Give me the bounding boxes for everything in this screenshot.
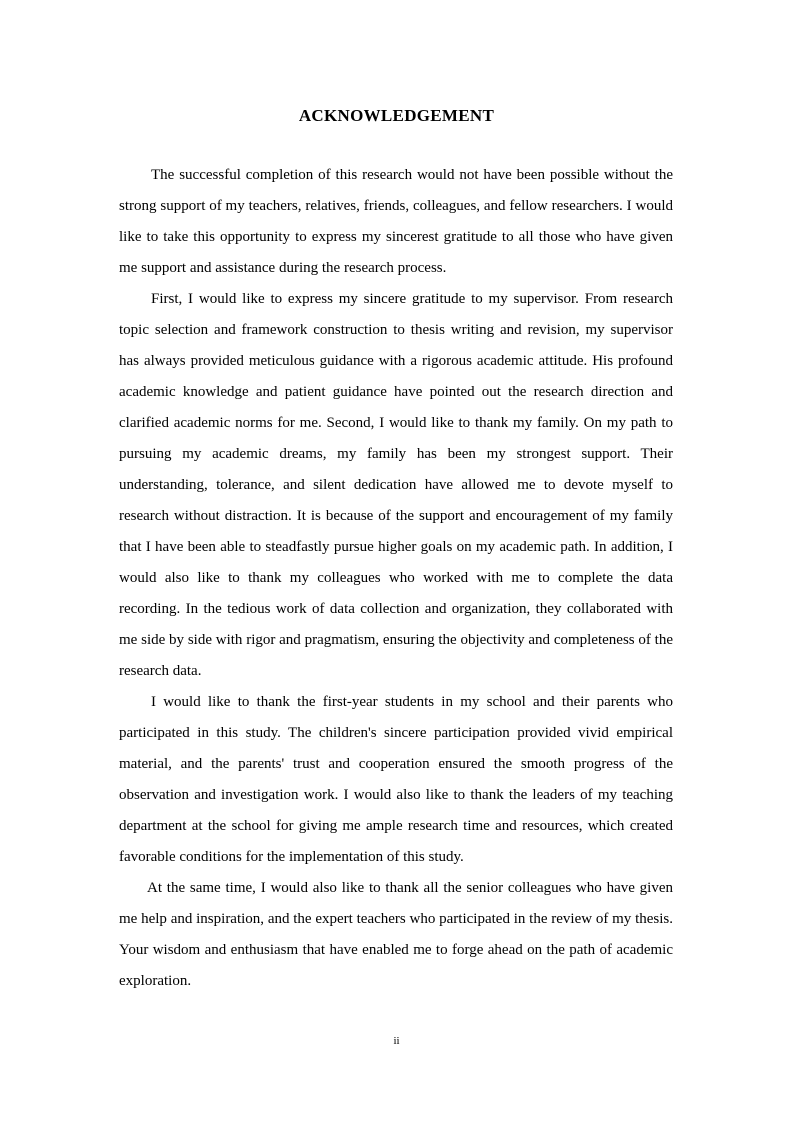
paragraph-intro: The successful completion of this research would not have been possible without the strong support of my teachers, relatives, friends, colleagues, and fellow researchers. I would like to take this opportunity to express my sincerest gratitude to all those who have given me support and assistance during the research process. [119, 167, 673, 276]
paragraph-students-parents: I would like to thank the first-year students in my school and their parents who participated in this study. The children's sincere participation provided vivid empirical material, and the parents' trust and cooperation ensured the smooth progress of the observation and investigation work. I would also like to thank the leaders of my teaching department at the school for giving me ample research time and resources, which created favorable conditions for the implementation of this study. [119, 694, 673, 865]
page-number: ii [393, 1035, 400, 1047]
page-title: ACKNOWLEDGEMENT [298, 106, 495, 125]
paragraph-senior-colleagues: At the same time, I would also like to thank all the senior colleagues who have given me help and inspiration, and the expert teachers who participated in the review of my thesis. Your wisdom and enthusiasm that have enabled me to forge ahead on the path of academic exploration. [119, 880, 673, 989]
acknowledgement-body [119, 160, 673, 997]
paragraph-supervisor-family-colleagues: First, I would like to express my sincere gratitude to my supervisor. From research topic selection and framework construction to thesis writing and revision, my supervisor has always provided meticulous guidance with a rigorous academic attitude. His profound academic knowledge and patient guidance have pointed out the research direction and clarified academic norms for me. Second, I would like to thank my family. On my path to pursuing my academic dreams, my family has been my strongest support. Their understanding, tolerance, and silent dedication have allowed me to devote myself to research without distraction. It is because of the support and encouragement of my family that I have been able to steadfastly pursue higher goals on my academic path. In addition, I would also like to thank my colleagues who worked with me to complete the data recording. In the tedious work of data collection and organization, they collaborated with me side by side with rigor and pragmatism, ensuring the objectivity and completeness of the research data. [119, 291, 673, 679]
